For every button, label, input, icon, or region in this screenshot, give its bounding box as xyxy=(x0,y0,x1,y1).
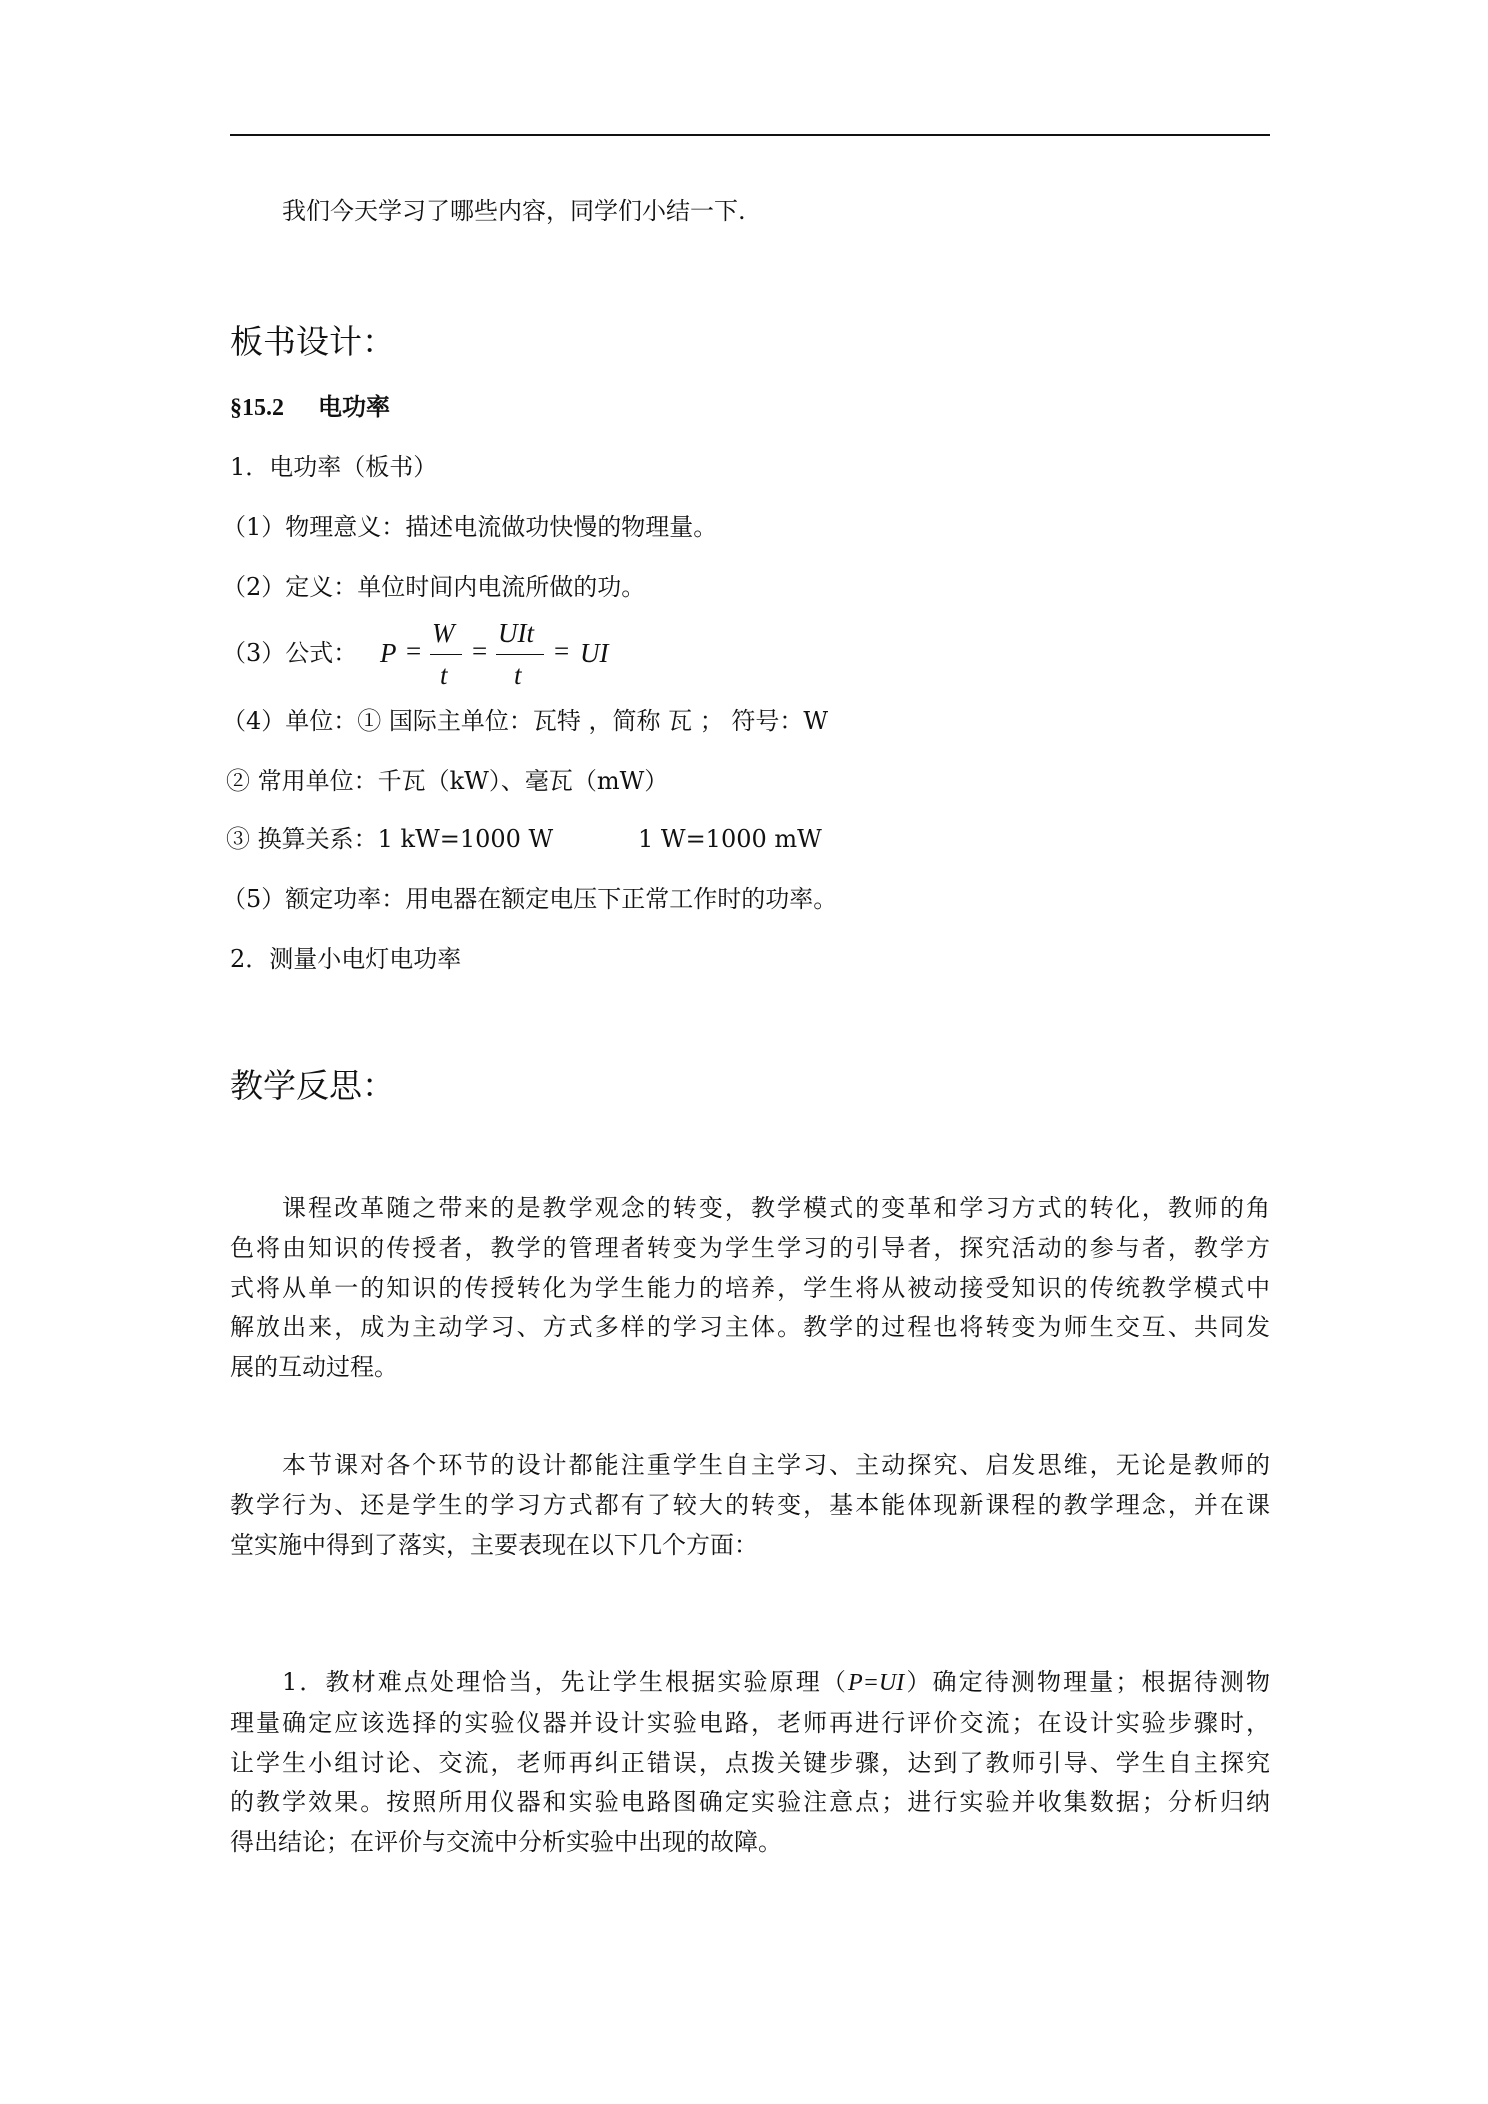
paragraph-line: 让学生小组讨论、交流，老师再纠正错误，点拨关键步骤，达到了教师引导、学生自主探究 xyxy=(230,1748,1270,1777)
board-design-heading: 板书设计： xyxy=(230,322,395,361)
formula-p: P xyxy=(380,638,397,668)
reflection-paragraph-1 xyxy=(230,1189,1270,1388)
section-title xyxy=(230,392,390,423)
item-1-4-3a: ③ 换算关系：1 kW=1000 W xyxy=(226,825,554,853)
paragraph-line: 本节课对各个环节的设计都能注重学生自主学习、主动探究、启发思维，无论是教师的 xyxy=(282,1451,1270,1479)
item-1: 1．电功率（板书） xyxy=(230,453,438,481)
paragraph-line-first xyxy=(230,1663,1270,1704)
paragraph-text: 1．教材难点处理恰当，先让学生根据实验原理（ xyxy=(282,1668,849,1696)
paragraph-line: 课程改革随之带来的是教学观念的转变，教学模式的变革和学习方式的转化，教师的角 xyxy=(282,1194,1270,1222)
reflection-paragraph-2 xyxy=(230,1446,1270,1565)
section-name: 电功率 xyxy=(318,392,390,421)
formula-eq2: = xyxy=(472,636,488,666)
formula-w: W xyxy=(432,618,455,648)
formula-t1: t xyxy=(440,660,448,690)
reflection-paragraph-3 xyxy=(230,1663,1270,1863)
reflection-heading: 教学反思： xyxy=(230,1066,395,1105)
paragraph-line: 色将由知识的传授者，教学的管理者转变为学生学习的引导者，探究活动的参与者，教学方 xyxy=(230,1233,1270,1262)
paragraph-line: 得出结论；在评价与交流中分析实验中出现的故障。 xyxy=(230,1828,782,1857)
paragraph-line: 式将从单一的知识的传授转化为学生能力的培养，学生将从被动接受知识的传统教学模式中 xyxy=(230,1273,1270,1302)
fraction-bar-1 xyxy=(430,654,462,655)
item-1-5: （5）额定功率：用电器在额定电压下正常工作时的功率。 xyxy=(222,885,838,913)
paragraph-line: 解放出来，成为主动学习、方式多样的学习主体。教学的过程也将转变为师生交互、共同发 xyxy=(230,1313,1270,1342)
summary-line: 我们今天学习了哪些内容，同学们小结一下. xyxy=(282,197,746,225)
paragraph-line: 的教学效果。按照所用仪器和实验电路图确定实验注意点；进行实验并收集数据；分析归纳 xyxy=(230,1788,1270,1817)
item-1-4: （4）单位：① 国际主单位：瓦特 ，简称 瓦 ； 符号：W xyxy=(222,707,829,735)
item-1-4-3b: 1 W=1000 mW xyxy=(638,825,822,853)
fraction-bar-2 xyxy=(496,654,544,655)
paragraph-text: ）确定待测物理量；根据待测物 xyxy=(904,1668,1270,1696)
inline-formula: P=UI xyxy=(848,1670,905,1696)
formula-eq3: = xyxy=(554,636,570,666)
item-1-1: （1）物理意义：描述电流做功快慢的物理量。 xyxy=(222,513,718,541)
paragraph-line: 堂实施中得到了落实，主要表现在以下几个方面： xyxy=(230,1530,758,1559)
paragraph-line: 教学行为、还是学生的学习方式都有了较大的转变，基本能体现新课程的教学理念，并在课 xyxy=(230,1490,1270,1519)
formula-eq1: = xyxy=(406,636,422,666)
item-1-3-label: （3）公式： xyxy=(222,639,358,667)
paragraph-line: 展的互动过程。 xyxy=(230,1353,398,1382)
formula-uit: UIt xyxy=(498,618,534,648)
item-1-4-2: ② 常用单位：千瓦（kW）、毫瓦（mW） xyxy=(226,767,669,795)
item-2: 2．测量小电灯电功率 xyxy=(230,945,462,973)
paragraph-line: 理量确定应该选择的实验仪器并设计实验电路，老师再进行评价交流；在设计实验步骤时， xyxy=(230,1708,1270,1737)
formula-ui: UI xyxy=(580,638,609,668)
formula-t2: t xyxy=(514,660,522,690)
item-1-2: （2）定义：单位时间内电流所做的功。 xyxy=(222,573,646,601)
section-number: §15.2 xyxy=(230,395,284,421)
header-rule xyxy=(230,134,1270,136)
